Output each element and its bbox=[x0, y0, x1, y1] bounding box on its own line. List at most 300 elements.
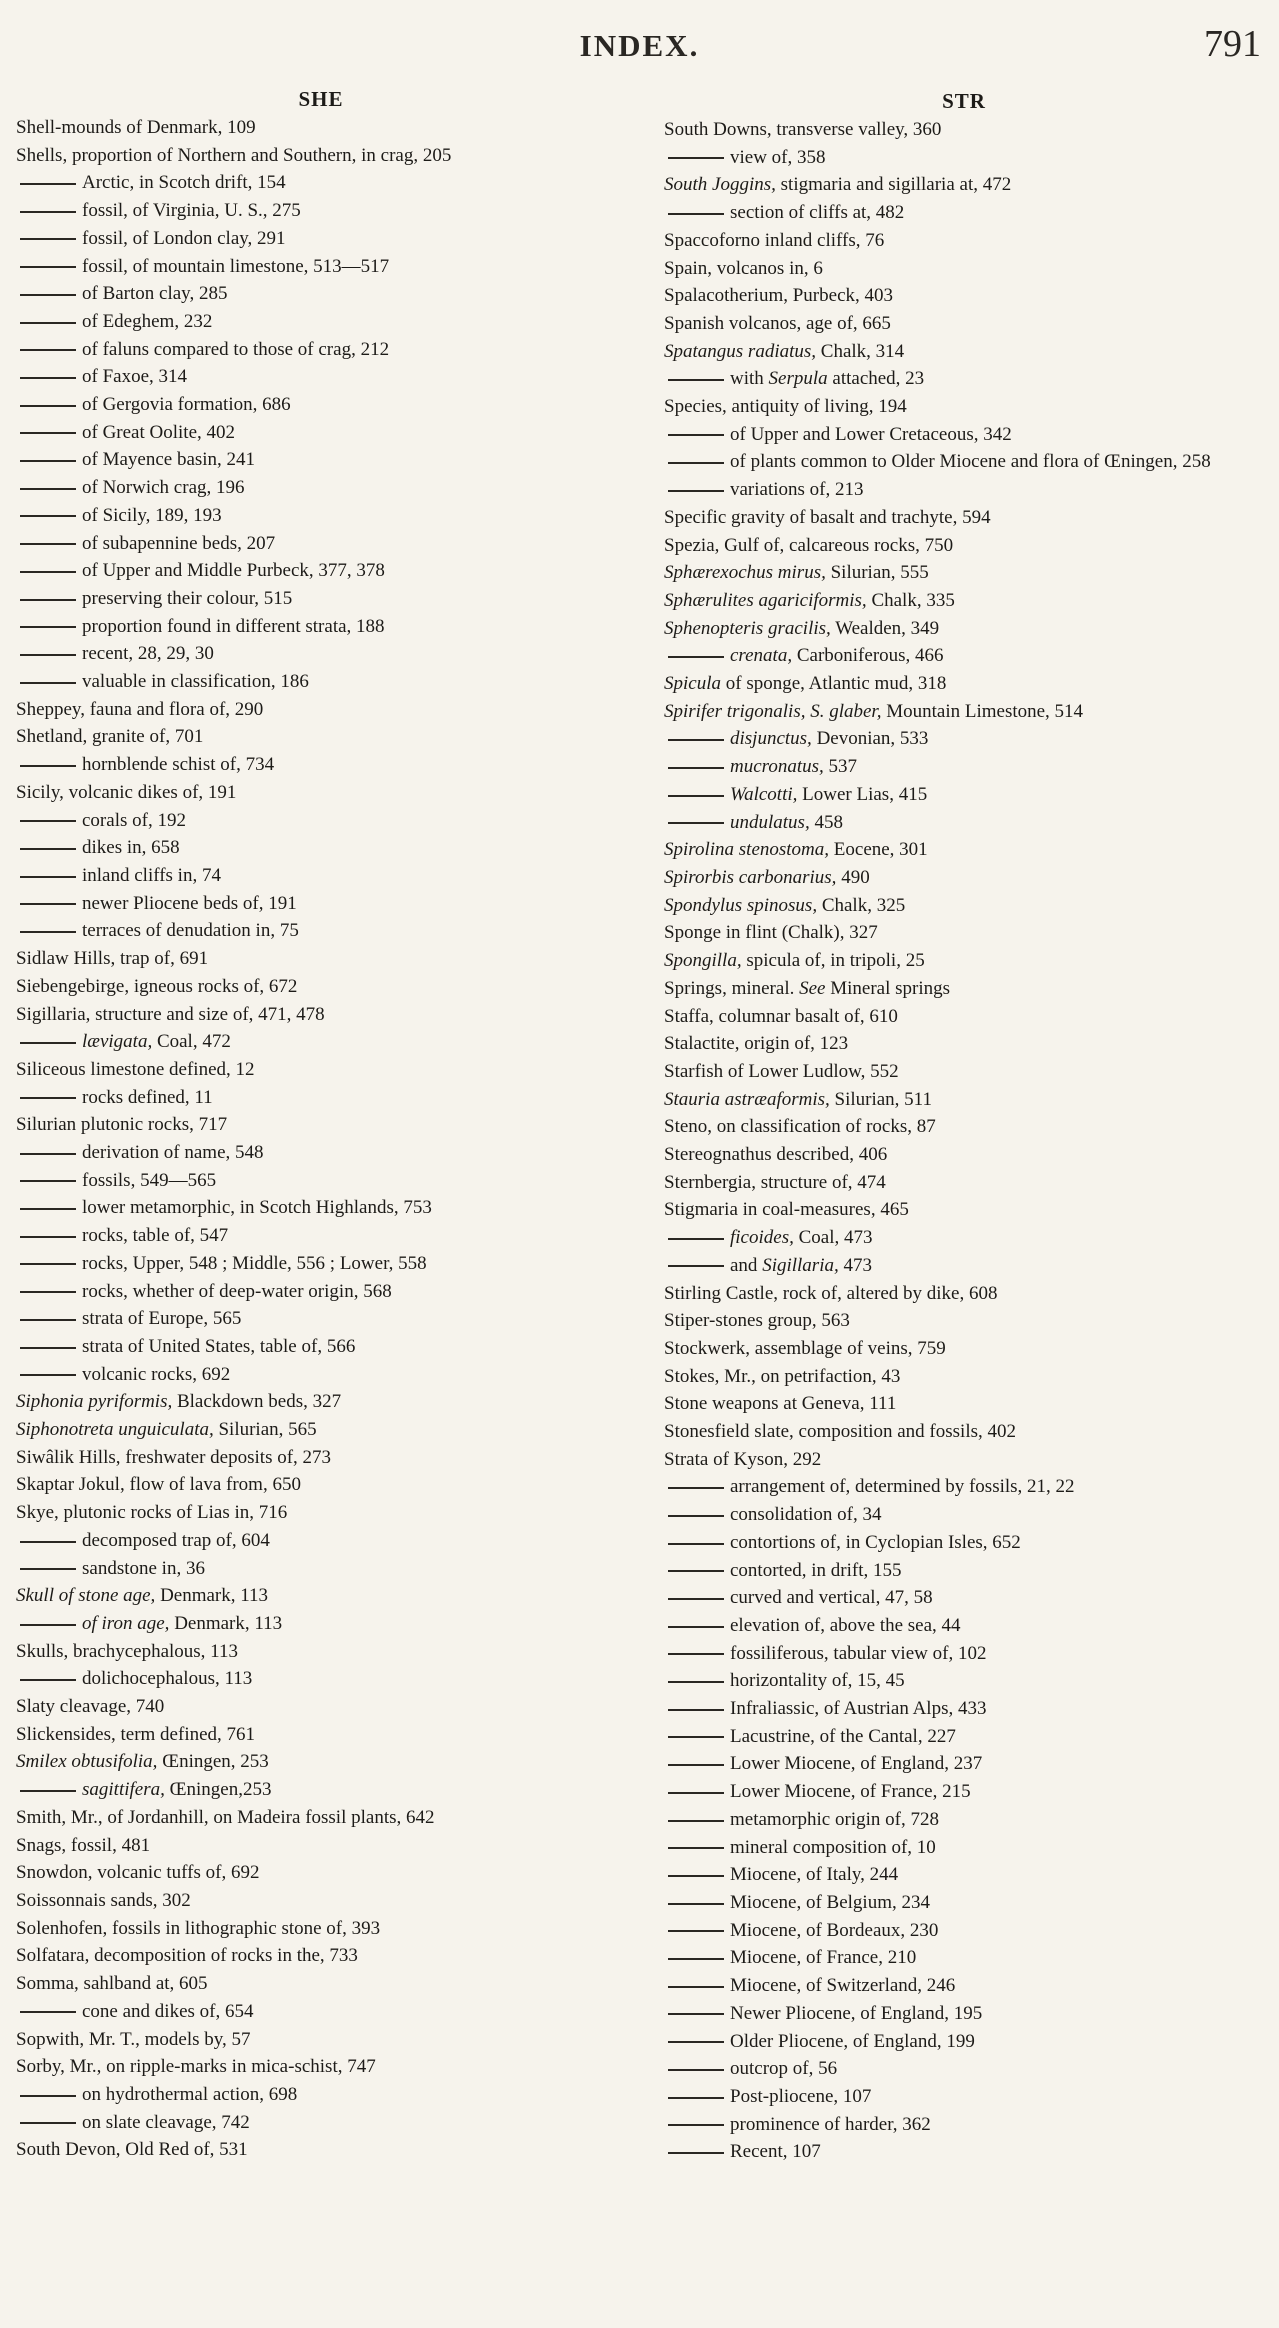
entry-italic-text: Walcotti, bbox=[730, 783, 798, 805]
entry-italic-text: Spongilla, bbox=[664, 950, 742, 972]
ditto-dash bbox=[20, 515, 76, 517]
ditto-dash bbox=[20, 599, 76, 601]
index-entry bbox=[664, 227, 1264, 255]
entry-text: Sopwith, Mr. T., models by, 57 bbox=[16, 2028, 251, 2050]
entry-italic-text: disjunctus, bbox=[730, 728, 812, 750]
index-subentry bbox=[664, 2028, 1264, 2056]
entry-text: Springs, mineral. bbox=[664, 977, 800, 999]
entry-text: Smith, Mr., of Jordanhill, on Madeira fossil plants, 642 bbox=[16, 1806, 435, 1828]
entry-text: rocks defined, 11 bbox=[82, 1086, 213, 1108]
entry-text: Recent, 107 bbox=[730, 2141, 821, 2163]
entry-text: 490 bbox=[836, 866, 870, 888]
index-subentry bbox=[16, 169, 626, 197]
entry-text: corals of, 192 bbox=[82, 809, 186, 831]
ditto-dash bbox=[668, 1875, 724, 1877]
ditto-dash bbox=[668, 1543, 724, 1545]
index-subentry bbox=[16, 308, 626, 336]
entry-text: rocks, table of, 547 bbox=[82, 1225, 229, 1247]
entry-text: Miocene, of Italy, 244 bbox=[730, 1864, 899, 1886]
index-subentry bbox=[16, 446, 626, 474]
entry-text: Sorby, Mr., on ripple-marks in mica-schist, 747 bbox=[16, 2056, 376, 2078]
entry-italic-text: Spicula bbox=[664, 673, 721, 695]
index-subentry bbox=[664, 1473, 1264, 1501]
index-entry bbox=[664, 1058, 1264, 1086]
entry-text: valuable in classification, 186 bbox=[82, 671, 309, 693]
ditto-dash bbox=[20, 543, 76, 545]
ditto-dash bbox=[20, 266, 76, 268]
entry-text: Arctic, in Scotch drift, 154 bbox=[82, 172, 286, 194]
entry-italic-text: undulatus, bbox=[730, 811, 810, 833]
entry-text: Post-pliocene, 107 bbox=[730, 2085, 872, 2107]
ditto-dash bbox=[20, 2095, 76, 2097]
index-subentry bbox=[16, 530, 626, 558]
ditto-dash bbox=[668, 767, 724, 769]
ditto-dash bbox=[20, 1319, 76, 1321]
ditto-dash bbox=[668, 213, 724, 215]
index-entry bbox=[664, 1390, 1264, 1418]
entry-italic-text: Sphærexochus mirus, bbox=[664, 562, 826, 584]
index-subentry bbox=[664, 1944, 1264, 1972]
entry-italic-text: crenata, bbox=[730, 645, 793, 667]
entry-text: Coal, 473 bbox=[793, 1227, 873, 1249]
index-subentry bbox=[16, 668, 626, 696]
running-title: INDEX. bbox=[579, 28, 700, 63]
index-entry bbox=[664, 1141, 1264, 1169]
ditto-dash bbox=[668, 2041, 724, 2043]
ditto-dash bbox=[20, 1541, 76, 1543]
entry-text: Species, antiquity of living, 194 bbox=[664, 396, 907, 418]
index-subentry bbox=[664, 725, 1264, 753]
index-subentry bbox=[16, 834, 626, 862]
index-entry bbox=[16, 973, 626, 1001]
index-entry bbox=[16, 1111, 626, 1139]
entry-italic-text: Spirorbis carbonarius, bbox=[664, 866, 837, 888]
entry-text: Siliceous limestone defined, 12 bbox=[16, 1058, 255, 1080]
entry-text: strata of Europe, 565 bbox=[82, 1308, 242, 1330]
entry-text: Spaccoforno inland cliffs, 76 bbox=[664, 229, 885, 251]
index-subentry bbox=[16, 807, 626, 835]
index-entry bbox=[16, 723, 626, 751]
ditto-dash bbox=[20, 626, 76, 628]
entry-text: Steno, on classification of rocks, 87 bbox=[664, 1116, 936, 1138]
entry-text: decomposed trap of, 604 bbox=[82, 1529, 270, 1551]
entry-text: Œningen, 253 bbox=[157, 1751, 269, 1773]
entry-text: of Mayence basin, 241 bbox=[82, 449, 256, 471]
entry-text: fossiliferous, tabular view of, 102 bbox=[730, 1642, 987, 1664]
ditto-dash bbox=[668, 1958, 724, 1960]
entry-text: Spalacotherium, Purbeck, 403 bbox=[664, 285, 894, 307]
index-entry bbox=[16, 779, 626, 807]
index-subentry bbox=[16, 613, 626, 641]
index-entry bbox=[664, 1196, 1264, 1224]
ditto-dash bbox=[20, 432, 76, 434]
entry-text: Coal, 472 bbox=[152, 1031, 231, 1053]
ditto-dash bbox=[668, 2097, 724, 2099]
index-subentry bbox=[16, 1278, 626, 1306]
entry-text: Sponge in flint (Chalk), 327 bbox=[664, 922, 878, 944]
entry-text: on slate cleavage, 742 bbox=[82, 2111, 250, 2133]
entry-italic-text: Stauria astræaformis, bbox=[664, 1088, 830, 1110]
index-subentry bbox=[664, 1557, 1264, 1585]
index-subentry bbox=[664, 1806, 1264, 1834]
index-entry bbox=[664, 532, 1264, 560]
index-entry bbox=[16, 696, 626, 724]
entry-text: of Upper and Lower Cretaceous, 342 bbox=[730, 423, 1012, 445]
index-entry bbox=[16, 1748, 626, 1776]
entry-text: fossil, of Virginia, U. S., 275 bbox=[82, 200, 301, 222]
ditto-dash bbox=[20, 2122, 76, 2124]
index-entry bbox=[16, 142, 626, 170]
entry-text: Eocene, 301 bbox=[829, 839, 928, 861]
entry-text: Spezia, Gulf of, calcareous rocks, 750 bbox=[664, 534, 954, 556]
index-subentry bbox=[664, 476, 1264, 504]
entry-italic-text: Sigillaria, bbox=[762, 1254, 839, 1276]
ditto-dash bbox=[20, 820, 76, 822]
entry-text: Silurian, 555 bbox=[825, 562, 929, 584]
ditto-dash bbox=[668, 1653, 724, 1655]
index-entry bbox=[16, 2053, 626, 2081]
index-subentry bbox=[664, 1778, 1264, 1806]
entry-text: of faluns compared to those of crag, 212 bbox=[82, 338, 390, 360]
entry-text: Mineral springs bbox=[825, 977, 951, 999]
entry-text: South Downs, transverse valley, 360 bbox=[664, 119, 942, 140]
ditto-dash bbox=[668, 2069, 724, 2071]
entry-text: stigmaria and sigillaria at, 472 bbox=[775, 174, 1012, 196]
ditto-dash bbox=[20, 876, 76, 878]
ditto-dash bbox=[20, 1153, 76, 1155]
entry-italic-text: See bbox=[799, 977, 826, 999]
index-subentry bbox=[16, 280, 626, 308]
entry-text: of Gergovia formation, 686 bbox=[82, 394, 291, 416]
entry-text: Shell-mounds of Denmark, 109 bbox=[16, 117, 256, 138]
entry-italic-text: Spirifer trigonalis, S. glaber, bbox=[664, 700, 882, 722]
ditto-dash bbox=[20, 1790, 76, 1792]
entry-text: proportion found in different strata, 188 bbox=[82, 615, 385, 637]
entry-text: Slaty cleavage, 740 bbox=[16, 1696, 165, 1718]
entry-text: Spain, volcanos in, 6 bbox=[664, 257, 823, 279]
index-subentry bbox=[664, 1252, 1264, 1280]
index-subentry bbox=[16, 1139, 626, 1167]
index-entry bbox=[16, 1001, 626, 1029]
index-entry bbox=[664, 559, 1264, 587]
ditto-dash bbox=[668, 490, 724, 492]
index-subentry bbox=[664, 1723, 1264, 1751]
index-subentry bbox=[16, 502, 626, 530]
ditto-dash bbox=[20, 211, 76, 213]
entry-text: Slickensides, term defined, 761 bbox=[16, 1723, 256, 1745]
ditto-dash bbox=[20, 571, 76, 573]
ditto-dash bbox=[668, 739, 724, 741]
index-subentry bbox=[16, 419, 626, 447]
entry-italic-text: of iron age, bbox=[82, 1612, 170, 1634]
index-subentry bbox=[664, 2111, 1264, 2139]
index-entry bbox=[16, 1832, 626, 1860]
entry-text: Denmark, 113 bbox=[155, 1585, 269, 1607]
ditto-dash bbox=[20, 488, 76, 490]
entry-list bbox=[664, 116, 1264, 2166]
ditto-dash bbox=[668, 2013, 724, 2015]
index-subentry bbox=[664, 1750, 1264, 1778]
entry-italic-text: ficoides, bbox=[730, 1227, 794, 1249]
entry-text: Sicily, volcanic dikes of, 191 bbox=[16, 781, 237, 803]
ditto-dash bbox=[20, 349, 76, 351]
ditto-dash bbox=[668, 462, 724, 464]
index-entry bbox=[16, 945, 626, 973]
index-subentry bbox=[664, 1612, 1264, 1640]
index-entry bbox=[664, 975, 1264, 1003]
entry-text: Strata of Kyson, 292 bbox=[664, 1448, 822, 1470]
entry-text: strata of United States, table of, 566 bbox=[82, 1335, 356, 1357]
index-subentry bbox=[16, 2109, 626, 2137]
ditto-dash bbox=[20, 238, 76, 240]
index-entry bbox=[16, 1638, 626, 1666]
index-entry bbox=[664, 587, 1264, 615]
index-entry bbox=[16, 1942, 626, 1970]
index-entry bbox=[664, 1169, 1264, 1197]
ditto-dash bbox=[668, 1903, 724, 1905]
index-subentry bbox=[16, 197, 626, 225]
index-entry bbox=[16, 1499, 626, 1527]
index-subentry bbox=[664, 1224, 1264, 1252]
index-subentry bbox=[664, 448, 1264, 476]
entry-text: of Great Oolite, 402 bbox=[82, 421, 236, 443]
entry-text: sandstone in, 36 bbox=[82, 1557, 205, 1579]
entry-italic-text: Sphenopteris gracilis, bbox=[664, 617, 831, 639]
ditto-dash bbox=[20, 1042, 76, 1044]
entry-italic-text: Spirolina stenostoma, bbox=[664, 839, 830, 861]
index-entry bbox=[664, 1086, 1264, 1114]
entry-text: fossils, 549—565 bbox=[82, 1169, 217, 1191]
entry-text: terraces of denudation in, 75 bbox=[82, 920, 299, 942]
entry-text: mineral composition of, 10 bbox=[730, 1836, 936, 1858]
index-entry bbox=[664, 116, 1264, 144]
index-subentry bbox=[16, 1333, 626, 1361]
ditto-dash bbox=[668, 1764, 724, 1766]
index-entry bbox=[664, 1030, 1264, 1058]
entry-text: rocks, whether of deep-water origin, 568 bbox=[82, 1280, 392, 1302]
index-subentry bbox=[664, 199, 1264, 227]
ditto-dash bbox=[20, 1624, 76, 1626]
entry-text: South Devon, Old Red of, 531 bbox=[16, 2139, 248, 2161]
index-entry bbox=[664, 670, 1264, 698]
ditto-dash bbox=[668, 1820, 724, 1822]
entry-text: Somma, sahlband at, 605 bbox=[16, 1973, 208, 1995]
index-column-right bbox=[664, 84, 1264, 2166]
index-entry bbox=[664, 615, 1264, 643]
index-entry bbox=[16, 1915, 626, 1943]
ditto-dash bbox=[668, 1487, 724, 1489]
index-subentry bbox=[664, 1529, 1264, 1557]
ditto-dash bbox=[20, 1374, 76, 1376]
index-entry bbox=[664, 171, 1264, 199]
ditto-dash bbox=[20, 848, 76, 850]
ditto-dash bbox=[668, 1598, 724, 1600]
entry-text: Sidlaw Hills, trap of, 691 bbox=[16, 948, 209, 970]
entry-text: hornblende schist of, 734 bbox=[82, 754, 275, 776]
entry-text: Stone weapons at Geneva, 111 bbox=[664, 1393, 897, 1415]
entry-text: Solfatara, decomposition of rocks in the, 733 bbox=[16, 1945, 358, 1967]
entry-text: Stockwerk, assemblage of veins, 759 bbox=[664, 1337, 946, 1359]
entry-text: horizontality of, 15, 45 bbox=[730, 1670, 905, 1692]
ditto-dash bbox=[668, 795, 724, 797]
entry-text: 473 bbox=[838, 1254, 872, 1276]
index-entry bbox=[16, 1388, 626, 1416]
index-subentry bbox=[16, 336, 626, 364]
index-entry bbox=[16, 114, 626, 142]
entry-text: 537 bbox=[823, 756, 858, 778]
entry-text: Œningen,253 bbox=[164, 1779, 272, 1801]
ditto-dash bbox=[668, 1792, 724, 1794]
entry-text: with bbox=[730, 368, 769, 390]
entry-text: Sigillaria, structure and size of, 471, 478 bbox=[16, 1003, 325, 1025]
index-subentry bbox=[664, 2083, 1264, 2111]
entry-text: Soissonnais sands, 302 bbox=[16, 1890, 191, 1911]
index-subentry bbox=[664, 1501, 1264, 1529]
entry-text: Carboniferous, 466 bbox=[792, 645, 944, 667]
entry-text: Snags, fossil, 481 bbox=[16, 1834, 151, 1856]
entry-italic-text: Siphonia pyriformis, bbox=[16, 1391, 173, 1413]
index-subentry bbox=[16, 862, 626, 890]
entry-italic-text: Skull of stone age, bbox=[16, 1585, 156, 1607]
index-subentry bbox=[664, 1917, 1264, 1945]
entry-text: Solenhofen, fossils in lithographic stone of, 393 bbox=[16, 1917, 381, 1939]
entry-text: arrangement of, determined by fossils, 21, 22 bbox=[730, 1476, 1075, 1498]
index-entry bbox=[664, 282, 1264, 310]
entry-italic-text: Sphærulites agariciformis, bbox=[664, 589, 867, 611]
entry-text: rocks, Upper, 548 ; Middle, 556 ; Lower, 558 bbox=[82, 1252, 427, 1274]
ditto-dash bbox=[668, 1930, 724, 1932]
entry-text: Silurian, 565 bbox=[213, 1419, 317, 1441]
ditto-dash bbox=[20, 1097, 76, 1099]
entry-text: preserving their colour, 515 bbox=[82, 587, 293, 609]
ditto-dash bbox=[20, 903, 76, 905]
ditto-dash bbox=[20, 1679, 76, 1681]
ditto-dash bbox=[668, 1570, 724, 1572]
entry-list bbox=[16, 114, 626, 2164]
ditto-dash bbox=[668, 656, 724, 658]
entry-text: lower metamorphic, in Scotch Highlands, 753 bbox=[82, 1197, 432, 1219]
entry-text: contorted, in drift, 155 bbox=[730, 1559, 902, 1581]
entry-text: Newer Pliocene, of England, 195 bbox=[730, 2002, 983, 2024]
index-entry bbox=[16, 1416, 626, 1444]
index-subentry bbox=[664, 1695, 1264, 1723]
index-subentry bbox=[664, 2000, 1264, 2028]
entry-text: of Upper and Middle Purbeck, 377, 378 bbox=[82, 560, 385, 582]
index-subentry bbox=[16, 640, 626, 668]
index-entry bbox=[16, 1693, 626, 1721]
entry-text: on hydrothermal action, 698 bbox=[82, 2083, 298, 2105]
index-subentry bbox=[664, 753, 1264, 781]
index-entry bbox=[664, 947, 1264, 975]
index-entry bbox=[664, 1307, 1264, 1335]
index-entry bbox=[664, 1335, 1264, 1363]
ditto-dash bbox=[668, 2152, 724, 2154]
ditto-dash bbox=[20, 1208, 76, 1210]
entry-text: inland cliffs in, 74 bbox=[82, 864, 221, 886]
entry-text: dolichocephalous, 113 bbox=[82, 1668, 253, 1690]
ditto-dash bbox=[668, 1626, 724, 1628]
index-column-left bbox=[16, 84, 626, 2164]
index-entry bbox=[16, 1887, 626, 1915]
ditto-dash bbox=[20, 2011, 76, 2013]
index-entry bbox=[664, 1363, 1264, 1391]
ditto-dash bbox=[668, 434, 724, 436]
ditto-dash bbox=[668, 1986, 724, 1988]
entry-text: Wealden, 349 bbox=[830, 617, 940, 639]
index-entry bbox=[16, 2136, 626, 2164]
ditto-dash bbox=[20, 765, 76, 767]
entry-text: 458 bbox=[809, 811, 843, 833]
index-entry bbox=[664, 504, 1264, 532]
ditto-dash bbox=[668, 1847, 724, 1849]
entry-italic-text: mucronatus, bbox=[730, 756, 824, 778]
ditto-dash bbox=[20, 405, 76, 407]
entry-text: Siebengebirge, igneous rocks of, 672 bbox=[16, 975, 298, 997]
entry-text: derivation of name, 548 bbox=[82, 1142, 264, 1164]
index-subentry bbox=[664, 781, 1264, 809]
index-subentry bbox=[664, 365, 1264, 393]
index-entry bbox=[16, 1970, 626, 1998]
entry-text: Siwâlik Hills, freshwater deposits of, 273 bbox=[16, 1446, 332, 1468]
entry-text: section of cliffs at, 482 bbox=[730, 202, 905, 224]
index-subentry bbox=[16, 1222, 626, 1250]
index-subentry bbox=[16, 890, 626, 918]
index-entry bbox=[664, 1113, 1264, 1141]
index-subentry bbox=[664, 421, 1264, 449]
index-subentry bbox=[16, 585, 626, 613]
entry-text: Infraliassic, of Austrian Alps, 433 bbox=[730, 1698, 987, 1720]
index-entry bbox=[664, 864, 1264, 892]
index-subentry bbox=[664, 1834, 1264, 1862]
index-subentry bbox=[16, 1250, 626, 1278]
index-subentry bbox=[16, 1527, 626, 1555]
entry-text: variations of, 213 bbox=[730, 479, 864, 501]
index-subentry bbox=[664, 642, 1264, 670]
ditto-dash bbox=[20, 1568, 76, 1570]
ditto-dash bbox=[668, 822, 724, 824]
entry-text: Chalk, 314 bbox=[816, 340, 905, 362]
ditto-dash bbox=[668, 1709, 724, 1711]
entry-text: Lower Lias, 415 bbox=[797, 783, 928, 805]
entry-italic-text: South Joggins, bbox=[664, 174, 776, 196]
entry-text: of Faxoe, 314 bbox=[82, 366, 188, 388]
ditto-dash bbox=[20, 1236, 76, 1238]
entry-text: of Norwich crag, 196 bbox=[82, 477, 245, 499]
entry-text: Mountain Limestone, 514 bbox=[881, 700, 1084, 722]
ditto-dash bbox=[20, 1347, 76, 1349]
ditto-dash bbox=[20, 682, 76, 684]
ditto-dash bbox=[20, 294, 76, 296]
entry-text: fossil, of London clay, 291 bbox=[82, 227, 286, 249]
ditto-dash bbox=[20, 377, 76, 379]
index-subentry bbox=[664, 1667, 1264, 1695]
ditto-dash bbox=[20, 931, 76, 933]
entry-text: Stiper-stones group, 563 bbox=[664, 1310, 850, 1332]
entry-text: of Edeghem, 232 bbox=[82, 310, 213, 332]
entry-italic-text: Spondylus spinosus, bbox=[664, 894, 818, 916]
index-subentry bbox=[664, 809, 1264, 837]
entry-text: dikes in, 658 bbox=[82, 837, 180, 859]
ditto-dash bbox=[668, 157, 724, 159]
entry-text: view of, 358 bbox=[730, 146, 826, 168]
index-entry bbox=[664, 310, 1264, 338]
ditto-dash bbox=[668, 1265, 724, 1267]
entry-text: Silurian, 511 bbox=[829, 1088, 932, 1110]
index-subentry bbox=[16, 1555, 626, 1583]
index-entry bbox=[16, 1804, 626, 1832]
index-subentry bbox=[16, 1194, 626, 1222]
index-entry bbox=[16, 1444, 626, 1472]
